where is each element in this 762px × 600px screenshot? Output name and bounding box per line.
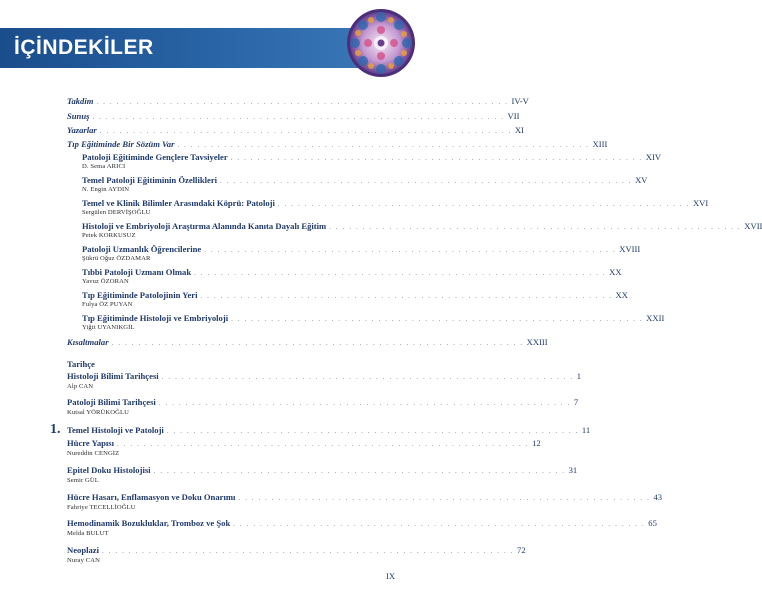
toc-entry-page: 7: [573, 397, 579, 407]
toc-entry-page: XX: [615, 290, 628, 300]
toc-entry-label: Yazarlar: [67, 125, 97, 135]
toc-entry-label: Takdim: [67, 96, 94, 106]
toc-entry-page: XXII: [646, 313, 665, 323]
dot-leader: . . . . . . . . . . . . . . . . . . . . . . . . . . . . . . . . . . . . . . . . . . . . . . . . . . . . . . . . . . . . . .: [96, 98, 509, 106]
dot-leader: . . . . . . . . . . . . . . . . . . . . . . . . . . . . . . . . . . . . . . . . . . . . . . . . . . . . . . . . . . . . . .: [204, 246, 617, 254]
section-heading-tarihce: Tarihçe: [67, 359, 95, 369]
toc-entry-label: Hücre Yapısı: [67, 438, 115, 448]
toc-entry-author: Fulya ÖZ PUYAN: [82, 301, 133, 308]
toc-entry-hucre-hasari[interactable]: [67, 492, 663, 504]
toc-entry-page: XI: [514, 125, 524, 135]
toc-entry-page: 31: [568, 465, 578, 475]
dot-leader: . . . . . . . . . . . . . . . . . . . . . . . . . . . . . . . . . . . . . . . . . . . . . . . . . . . . . . . . . . . . . .: [194, 269, 607, 277]
toc-entry-yazarlar[interactable]: [67, 125, 524, 137]
toc-entry-author: Nureddin CENGİZ: [67, 450, 120, 457]
toc-entry-page: VII: [507, 111, 520, 121]
toc-entry-label: Hücre Hasarı, Enflamasyon ve Doku Onarımı: [67, 492, 236, 502]
dot-leader: . . . . . . . . . . . . . . . . . . . . . . . . . . . . . . . . . . . . . . . . . . . . . . . . . . . . . . . . . . . . . .: [158, 399, 571, 407]
toc-entry-page: XV: [635, 175, 648, 185]
toc-entry-author: Semir GÜL: [67, 477, 99, 484]
toc-entry-label: Patoloji Uzmanlık Öğrencilerine: [82, 244, 202, 254]
dot-leader: . . . . . . . . . . . . . . . . . . . . . . . . . . . . . . . . . . . . . . . . . . . . . . . . . . . . . . . . . . . . . .: [230, 154, 643, 162]
toc-entry-label: Patoloji Bilimi Tarihçesi: [67, 397, 156, 407]
dot-leader: . . . . . . . . . . . . . . . . . . . . . . . . . . . . . . . . . . . . . . . . . . . . . . . . . . . . . . . . . . . . . .: [200, 292, 613, 300]
toc-entry-page: XXIII: [526, 337, 548, 347]
toc-entry-label: Histoloji Bilimi Tarihçesi: [67, 371, 159, 381]
toc-entry-neoplazi[interactable]: [67, 545, 526, 557]
toc-entry-hemodinamik[interactable]: [67, 518, 657, 530]
toc-entry-label: Neoplazi: [67, 545, 99, 555]
toc-entry-label: Temel Patoloji Eğitiminin Özellikleri: [82, 175, 218, 185]
toc-entry-label: Histoloji ve Embriyoloji Araştırma Alanında Kanıta Dayalı Eğitim: [82, 221, 327, 231]
page-number: IX: [386, 571, 396, 581]
toc-entry-page: IV-V: [511, 96, 529, 106]
dot-leader: . . . . . . . . . . . . . . . . . . . . . . . . . . . . . . . . . . . . . . . . . . . . . . . . . . . . . . . . . . . . . .: [92, 113, 505, 121]
toc-entry-label: Patoloji Eğitiminde Gençlere Tavsiyeler: [82, 152, 228, 162]
dot-leader: . . . . . . . . . . . . . . . . . . . . . . . . . . . . . . . . . . . . . . . . . . . . . . . . . . . . . . . . . . . . . .: [99, 127, 512, 135]
dot-leader: . . . . . . . . . . . . . . . . . . . . . . . . . . . . . . . . . . . . . . . . . . . . . . . . . . . . . . . . . . . . . .: [111, 339, 524, 347]
toc-entry-page: XVII: [744, 221, 762, 231]
toc-entry-label: Temel ve Klinik Bilimler Arasındaki Köprü: Patoloji: [82, 198, 275, 208]
toc-entry-author: Şükrü Oğuz ÖZDAMAR: [82, 255, 151, 262]
toc-entry-soz[interactable]: [67, 139, 608, 151]
toc-section-1[interactable]: [67, 425, 591, 437]
toc-entry-author: N. Engin AYDIN: [82, 186, 130, 193]
toc-entry-sunus[interactable]: [67, 111, 520, 123]
toc-entry-page: XX: [609, 267, 622, 277]
dot-leader: . . . . . . . . . . . . . . . . . . . . . . . . . . . . . . . . . . . . . . . . . . . . . . . . . . . . . . . . . . . . . .: [233, 520, 646, 528]
dot-leader: . . . . . . . . . . . . . . . . . . . . . . . . . . . . . . . . . . . . . . . . . . . . . . . . . . . . . . . . . . . . . .: [177, 141, 590, 149]
toc-entry-takdim[interactable]: [67, 96, 529, 108]
page-title: İÇİNDEKİLER: [14, 36, 154, 59]
dot-leader: . . . . . . . . . . . . . . . . . . . . . . . . . . . . . . . . . . . . . . . . . . . . . . . . . . . . . . . . . . . . . .: [166, 427, 579, 435]
dot-leader: . . . . . . . . . . . . . . . . . . . . . . . . . . . . . . . . . . . . . . . . . . . . . . . . . . . . . . . . . . . . . .: [117, 440, 530, 448]
toc-entry-label: Tıp Eğitiminde Patolojinin Yeri: [82, 290, 198, 300]
toc-entry-page: XVIII: [619, 244, 641, 254]
toc-entry-epitel[interactable]: [67, 465, 578, 477]
toc-entry-essay-1[interactable]: [82, 152, 662, 164]
dot-leader: . . . . . . . . . . . . . . . . . . . . . . . . . . . . . . . . . . . . . . . . . . . . . . . . . . . . . . . . . . . . . .: [238, 494, 651, 502]
toc-entry-label: Hemodinamik Bozukluklar, Tromboz ve Şok: [67, 518, 231, 528]
toc-entry-hucre-yapisi[interactable]: [67, 438, 541, 450]
toc-entry-page: 11: [581, 425, 591, 435]
toc-entry-author: Petek KORKUSUZ: [82, 232, 136, 239]
toc-entry-page: XIII: [592, 139, 608, 149]
toc-entry-page: 12: [532, 438, 541, 448]
toc-entry-page: 65: [648, 518, 657, 528]
toc-entry-author: Sergülen DERVİŞOĞLU: [82, 209, 151, 216]
toc-entry-patoloji-tarihcesi[interactable]: [67, 397, 579, 409]
toc-entry-author: Nuray CAN: [67, 557, 100, 564]
dot-leader: . . . . . . . . . . . . . . . . . . . . . . . . . . . . . . . . . . . . . . . . . . . . . . . . . . . . . . . . . . . . . .: [220, 177, 633, 185]
dot-leader: . . . . . . . . . . . . . . . . . . . . . . . . . . . . . . . . . . . . . . . . . . . . . . . . . . . . . . . . . . . . . .: [231, 315, 644, 323]
toc-entry-label: Epitel Doku Histolojisi: [67, 465, 151, 475]
section-number: 1.: [50, 422, 61, 437]
toc-entry-label: Kısaltmalar: [67, 337, 109, 347]
toc-entry-author: Alp CAN: [67, 383, 94, 390]
toc-entry-label: Tıp Eğitiminde Histoloji ve Embriyoloji: [82, 313, 229, 323]
dot-leader: . . . . . . . . . . . . . . . . . . . . . . . . . . . . . . . . . . . . . . . . . . . . . . . . . . . . . . . . . . . . . .: [329, 223, 742, 231]
toc-entry-label: Temel Histoloji ve Patoloji: [67, 425, 164, 435]
toc-entry-author: Yiğit UYANIKGİL: [82, 324, 135, 331]
dot-leader: . . . . . . . . . . . . . . . . . . . . . . . . . . . . . . . . . . . . . . . . . . . . . . . . . . . . . . . . . . . . . .: [101, 547, 515, 555]
toc-entry-page: 72: [517, 545, 526, 555]
toc-entry-page: XVI: [692, 198, 709, 208]
toc-entry-author: Kutsal YÖRÜKOĞLU: [67, 409, 129, 416]
toc-entry-author: Fahriye TECELLİOĞLU: [67, 504, 136, 511]
dot-leader: . . . . . . . . . . . . . . . . . . . . . . . . . . . . . . . . . . . . . . . . . . . . . . . . . . . . . . . . . . . . . .: [161, 373, 574, 381]
toc-entry-page: XIV: [645, 152, 662, 162]
toc-entry-histoloji-tarihcesi[interactable]: [67, 371, 582, 383]
toc-entry-author: Yavuz ÖZORAN: [82, 278, 129, 285]
toc-entry-label: Tıbbi Patoloji Uzmanı Olmak: [82, 267, 192, 277]
toc-entry-label: Tıp Eğitiminde Bir Sözüm Var: [67, 139, 175, 149]
dot-leader: . . . . . . . . . . . . . . . . . . . . . . . . . . . . . . . . . . . . . . . . . . . . . . . . . . . . . . . . . . . . . .: [277, 200, 690, 208]
dot-leader: . . . . . . . . . . . . . . . . . . . . . . . . . . . . . . . . . . . . . . . . . . . . . . . . . . . . . . . . . . . . . .: [153, 467, 566, 475]
toc-entry-page: 1: [576, 371, 582, 381]
toc-entry-author: Melda BULUT: [67, 530, 109, 537]
toc-entry-kisaltmalar[interactable]: [67, 337, 548, 349]
toc-entry-author: D. Sema ARICI: [82, 163, 126, 170]
toc-entry-page: 43: [653, 492, 663, 502]
toc-entry-label: Sunuş: [67, 111, 90, 121]
